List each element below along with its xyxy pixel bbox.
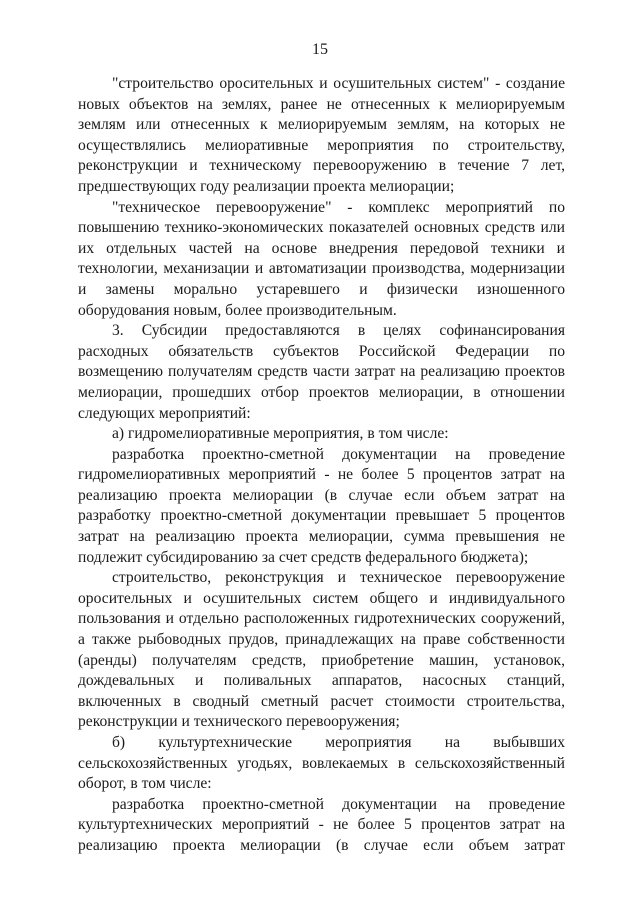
- page-number: 15: [312, 41, 328, 58]
- paragraph-design-documentation: разработка проектно-сметной документации на проведение гидромелиоративных мероприятий - не более 5 процентов затрат на реализацию проекта мелиорации (в случае если объем затрат на разработку проектно-сметной документации превышает 5 процентов затрат на реализацию проекта мелиорации, сумма превышения не подлежит субсидированию за счет средств федерального бюджета);: [78, 445, 565, 566]
- paragraph-item-b: б) культуртехнические мероприятия на выбывших сельскохозяйственных угодьях, вовлекаемых в сельскохозяйственный оборот, в том числе:: [78, 734, 565, 793]
- paragraph-definition-construction: "строительство оросительных и осушительных систем" - создание новых объектов на землях, ранее не отнесенных к мелиорируемым землям или отнесенных к мелиорируемым землям, на которых не осуществлялись мелиоративные мероприятия по строительству, реконструкции и техническому перевооружению в течение 7 лет, предшествующих году реализации проекта мелиорации;: [78, 75, 565, 195]
- paragraph-cultural-design-documentation: разработка проектно-сметной документации на проведение культуртехнических мероприятий - не более 5 процентов затрат на реализацию проекта мелиорации (в случае если объем затрат: [78, 795, 565, 854]
- paragraph-definition-reequipment: "техническое перевооружение" - комплекс мероприятий по повышению технико-экономических показателей основных средств или их отдельных частей на основе внедрения передовой техники и технологии, механизации и автоматизации производства, модернизации и замены морально устаревшего и физически изношенного оборудования новым, более производительным.: [78, 198, 565, 319]
- paragraph-clause-3: 3. Субсидии предоставляются в целях софинансирования расходных обязательств субъектов Российской Федерации по возмещению получателям средств части затрат на реализацию проектов мелиорации, прошедших отбор проектов мелиорации, в отношении следующих мероприятий:: [78, 322, 565, 422]
- paragraph-construction-systems: строительство, реконструкция и техническое перевооружение оросительных и осушительных систем общего и индивидуального пользования и отдельно расположенных гидротехнических сооружений, а также рыбоводных прудов, принадлежащих на праве собственности (аренды) получателям средств, приобретение машин, установок, дождевальных и поливальных аппаратов, насосных станций, включенных в сводный сметный расчет стоимости строительства, реконструкции и технического перевооружения;: [78, 569, 565, 731]
- paragraph-item-a: а) гидромелиоративные мероприятия, в том числе:: [112, 425, 449, 443]
- document-body: [78, 74, 565, 857]
